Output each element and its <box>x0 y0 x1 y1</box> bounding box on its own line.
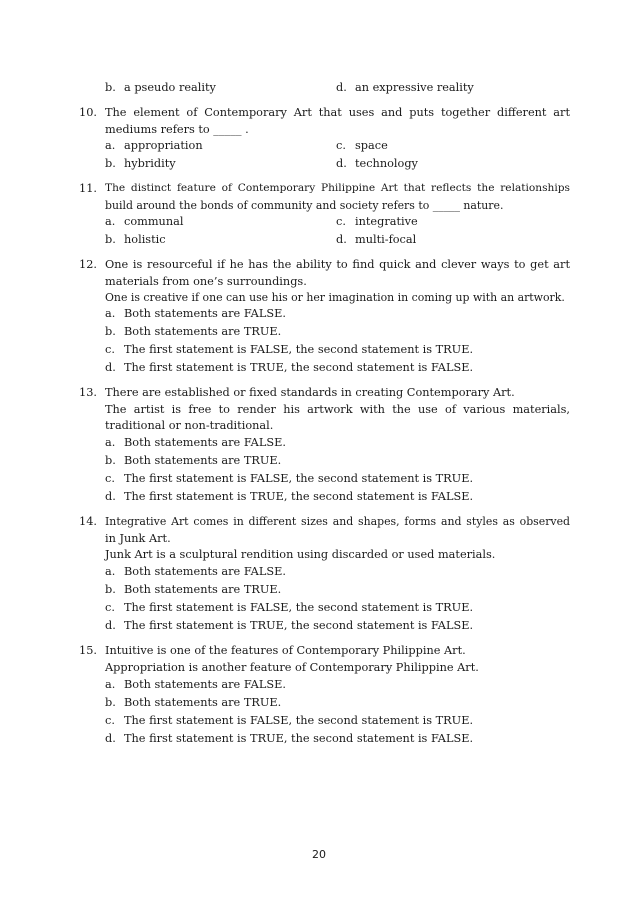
question-line: There are established or fixed standards in creating Contemporary Art. <box>105 386 515 399</box>
option-text: The first statement is FALSE, the second statement is TRUE. <box>124 343 474 356</box>
question-line: Appropriation is another feature of Contemporary Philippine Art. <box>105 661 479 674</box>
option-label: a. <box>105 215 116 228</box>
question-line: Intuitive is one of the features of Contemporary Philippine Art. <box>105 644 466 657</box>
option-label: b. <box>105 325 116 338</box>
option-text: The first statement is TRUE, the second statement is FALSE. <box>124 490 474 503</box>
option-text: hybridity <box>124 157 176 170</box>
option-label: b. <box>105 157 116 170</box>
option-label: b. <box>105 696 116 709</box>
option-label: b. <box>105 454 116 467</box>
option-text: Both statements are TRUE. <box>124 454 282 467</box>
option-text: holistic <box>124 233 166 246</box>
option-text: integrative <box>355 215 418 228</box>
option-label: a. <box>105 139 116 152</box>
option-text: an expressive reality <box>355 81 474 94</box>
option-text: The first statement is TRUE, the second statement is FALSE. <box>124 619 474 632</box>
option-label: c. <box>105 472 115 485</box>
option-text: The first statement is TRUE, the second statement is FALSE. <box>124 732 474 745</box>
option-text: Both statements are FALSE. <box>124 436 286 449</box>
option-text: The first statement is TRUE, the second statement is FALSE. <box>124 361 474 374</box>
option-text: multi-focal <box>355 233 417 246</box>
option-text: The first statement is FALSE, the second statement is TRUE. <box>124 601 474 614</box>
option-label: a. <box>105 565 116 578</box>
option-label: d. <box>336 233 347 246</box>
question-number: 14. <box>79 515 97 528</box>
question-line: materials from one’s surroundings. <box>105 275 307 288</box>
option-label: a. <box>105 678 116 691</box>
option-label: a. <box>105 307 116 320</box>
question-line: One is resourceful if he has the ability to find quick and clever ways to get art <box>105 258 570 271</box>
question-line: One is creative if one can use his or her imagination in coming up with an artwork. <box>105 291 565 304</box>
option-label: a. <box>105 436 116 449</box>
question-line: The artist is free to render his artwork with the use of various materials, <box>105 403 570 416</box>
question-line: Junk Art is a sculptural rendition using discarded or used materials. <box>105 548 496 561</box>
option-label: c. <box>105 714 115 727</box>
question-number: 13. <box>79 386 97 399</box>
option-label: b. <box>105 583 116 596</box>
question-line: traditional or non-traditional. <box>105 419 274 432</box>
option-label: d. <box>336 157 347 170</box>
option-text: space <box>355 139 388 152</box>
option-label: c. <box>105 343 115 356</box>
option-label: d. <box>105 361 116 374</box>
question-line: Integrative Art comes in different sizes and shapes, forms and styles as observed <box>105 515 570 528</box>
question-line: The distinct feature of Contemporary Philippine Art that reflects the relationships <box>105 182 570 194</box>
question-line: in Junk Art. <box>105 532 171 545</box>
option-text: The first statement is FALSE, the second statement is TRUE. <box>124 472 474 485</box>
question-number: 10. <box>79 106 97 119</box>
option-text: appropriation <box>124 139 203 152</box>
option-label: d. <box>105 619 116 632</box>
question-line: The element of Contemporary Art that uses and puts together different art <box>105 106 570 119</box>
option-text: The first statement is FALSE, the second statement is TRUE. <box>124 714 474 727</box>
option-label: b. <box>105 233 116 246</box>
option-label: d. <box>105 490 116 503</box>
question-number: 15. <box>79 644 97 657</box>
question-line: mediums refers to _____ . <box>105 123 249 136</box>
option-text: a pseudo reality <box>124 81 216 94</box>
question-number: 12. <box>79 258 97 271</box>
option-text: communal <box>124 215 184 228</box>
option-text: Both statements are FALSE. <box>124 565 286 578</box>
option-label: c. <box>105 601 115 614</box>
option-label: d. <box>105 732 116 745</box>
option-label: b. <box>105 81 116 94</box>
option-label: c. <box>336 139 346 152</box>
option-text: Both statements are TRUE. <box>124 696 282 709</box>
option-text: Both statements are FALSE. <box>124 678 286 691</box>
question-number: 11. <box>79 182 97 195</box>
option-text: technology <box>355 157 418 170</box>
option-label: d. <box>336 81 347 94</box>
question-line: build around the bonds of community and society refers to _____ nature. <box>105 199 504 212</box>
option-text: Both statements are FALSE. <box>124 307 286 320</box>
option-text: Both statements are TRUE. <box>124 325 282 338</box>
option-text: Both statements are TRUE. <box>124 583 282 596</box>
option-label: c. <box>336 215 346 228</box>
page-number: 20 <box>312 848 326 861</box>
